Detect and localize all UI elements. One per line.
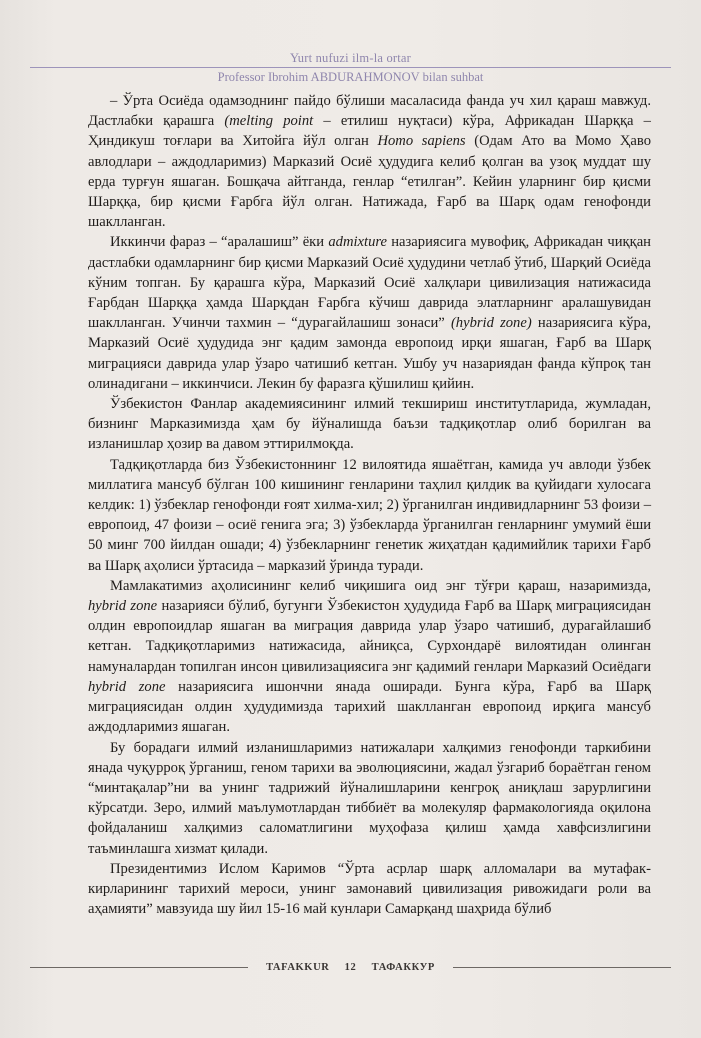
footer-rule-left — [30, 967, 248, 968]
text-run: (Одам Ато ва Момо Ҳаво авлодлари – аждодларимиз) Марказий Осиё ҳудудига келиб қолган ва узоқ муддат шу ерда турғун яшаган. Бошқача айтганда, генлар “етилган”. Кейин уларнинг бир қисми Шарққа, бир қисми Ғарбга йўл олган. Натижада, Ғарб ва Шарқ одам генофонди шаклланган. — [88, 133, 651, 231]
header-subtitle: Professor Ibrohim ABDURAHMONOV bilan suhbat — [217, 70, 484, 84]
paragraph — [88, 859, 651, 920]
paragraph — [88, 91, 651, 232]
article-body — [88, 91, 651, 919]
text-run: Тадқиқотларда биз Ўзбекистоннинг 12 вилоятида яшаётган, камида уч авлоди ўзбек миллатига мансуб бўлган 100 кишининг генларини таҳлил қилдик ва қуйидаги хулосага келдик: 1) ўзбеклар генофонди ғоят хилма-хил; 2) ўрганилган индивидларнинг 53 фоизи – европоид, 47 фоизи – осиё генига эга; 3) ўзбекларда ўрганилган генларнинг умумий ёши 50 минг 700 йилдан ошади; 4) ўзбекларнинг генетик жиҳатдан қадимийлик тарихи Ғарб ва Шарқ аҳолиси ўртасида – марказий ўринда туради. — [88, 456, 651, 574]
paragraph — [88, 232, 651, 394]
text-run: назариясига мувофиқ, Африкадан чиққан дастлабки одамларнинг бир қисми Марказий Осиё ҳудудини четлаб ўтиб, Шарқий Осиёда кўним топган. Бу қарашга кўра, Марказий Осиё халқлари цивилизация натижасида Ғарбдан Шарққа ҳамда Шарқдан Ғарбга кўчиш даврида элатларнинг аралашувидан шаклланган. Учинчи тахмин – “дурагайлашиш зонаси” — [88, 234, 651, 332]
text-run: назариясига ишончни янада оширади. Бунга кўра, Ғарб ва Шарқ миграциясидан олдин ҳудудимизда тарихий шаклланган европоид ирқига мансуб аждодларимиз яшаган. — [88, 678, 651, 736]
footer-rule-right — [453, 967, 671, 968]
text-run: назарияси бўлиб, бугунги Ўзбекистон ҳудудида Ғарб ва Шарқ миграциясидан олдин европоидлар яшаган ва миграция даврида улар ўзаро чатишиб, дурагайлашиб кетган. Тадқиқотларимиз натижасида, айниқса, Сурхондарё вилоятидан олинган намуналардан топилган инсон цивилизациясига энг қадимий генлари Марказий Осиёдаги — [88, 598, 651, 675]
page-number: 12 — [344, 962, 357, 973]
paragraph — [88, 576, 651, 738]
italic-term: (hybrid zone) — [450, 315, 532, 332]
paragraph — [88, 455, 651, 576]
footer-left-title: TAFAKKUR — [266, 962, 330, 973]
header-divider — [30, 67, 671, 68]
text-run: – Ўрта Осиёда одамзоднинг пайдо бўлиши масаласида фанда уч хил қараш мавжуд. Дастлабки қарашга — [88, 93, 651, 130]
text-run: Ўзбекистон Фанлар академиясининг илмий текшириш институтларида, жумладан, бизнинг Марказимизда ҳам бу йўналишда баъзи тадқиқотлар олиб борилган ва изланишлар ҳозир ва давом эттирилмоқда. — [88, 396, 651, 453]
text-run: Мамлакатимиз аҳолисининг келиб чиқишига оид энг тўғри қараш, назаримизда, — [110, 577, 651, 594]
text-run: Бу борадаги илмий изланишларимиз натижалари халқимиз генофонди таркибини янада чуқурроқ ўрганиш, геном тарихи ва эволюциясини, жадал ўзгариб бораётган геном “минтақалар”ни ва унинг тадрижий йўналишларини кенгроқ аниқлаш зарурлигини кўрсатди. Зеро, илмий маълумотлардан тиббиёт ва молекуляр фармакологияда оқилона фойдаланиш халқимиз саломатлигини муҳофаза қилиш ҳамда хавфсизлигини таъминлашга хизмат қилади. — [88, 739, 651, 857]
italic-term: hybrid zone — [88, 678, 166, 695]
text-run: назариясига кўра, Марказий Осиё ҳудудида энг қадим замонда европоид ирқи яшаган, Ғарб ва Шарқ миграцияси даврида улар ўзаро чатишиб кетган. Ушбу уч назариядан фанда кўпроқ тан олинадигани – иккинчиси. Лекин бу фаразга қўшилиш қийин. — [88, 315, 651, 392]
running-footer — [30, 962, 671, 973]
italic-term: (melting point — [224, 113, 314, 130]
italic-term: hybrid zone — [88, 598, 158, 615]
italic-term: admixture — [328, 234, 387, 251]
paragraph — [88, 738, 651, 859]
text-run: – етилиш нуқтаси) кўра, Африкадан Шарққа – Ҳиндикуш тоғлари ва Хитойга йўл олган — [88, 113, 651, 150]
footer-right-title: ТАФАККУР — [371, 962, 435, 973]
running-header — [30, 50, 671, 85]
header-title: Yurt nufuzi ilm-la ortar — [289, 51, 412, 65]
footer-label — [248, 962, 453, 973]
text-run: Иккинчи фараз – “аралашиш” ёки — [110, 234, 329, 251]
paragraph — [88, 394, 651, 455]
italic-term: Homo sapiens — [377, 133, 466, 150]
text-run: Президентимиз Ислом Каримов “Ўрта асрлар шарқ алломалари ва мутафаккирларининг тарихий мероси, унинг замонавий цивилизация ривожидаги роли ва аҳамияти” мавзуида шу йил 15-16 май кунлари Самарқанд шаҳрида бўлиб — [88, 860, 651, 918]
